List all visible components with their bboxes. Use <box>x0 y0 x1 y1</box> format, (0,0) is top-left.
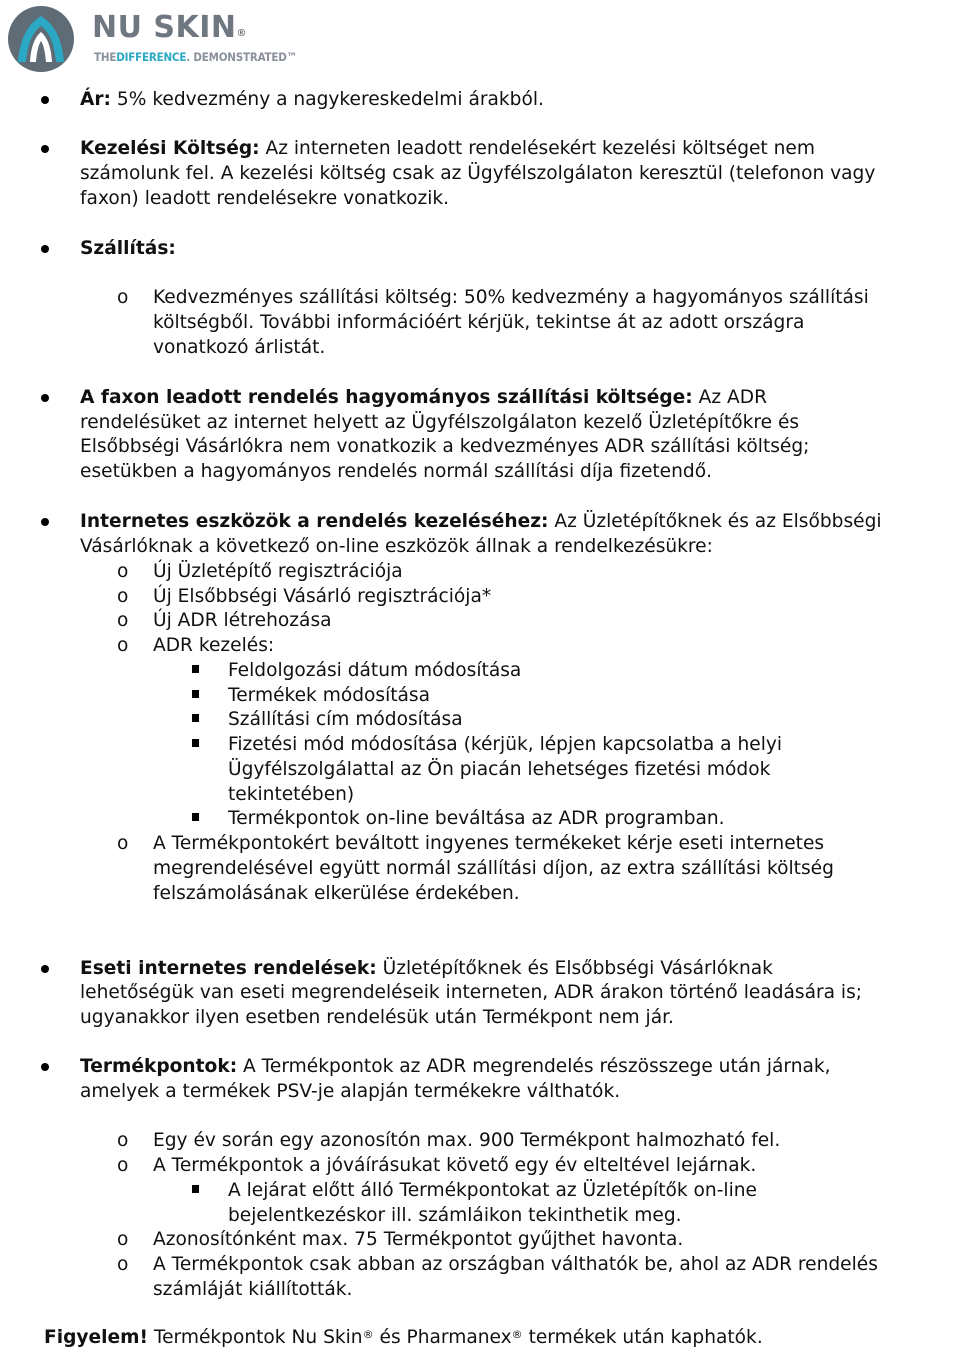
sub-list-item: Termékpontok on-line beváltása az ADR programban. <box>228 808 725 829</box>
bullet-dot-icon <box>41 394 49 402</box>
bullet-square-icon <box>192 665 199 673</box>
sub-list-item-line: tekintetében) <box>228 784 355 805</box>
bullet-circle-icon: o <box>117 610 129 631</box>
paragraph-ad-hoc-orders-line: lehetőségük van eseti megrendeléseik interneten, ADR árakon történő leadására is; <box>80 982 863 1003</box>
bullet-circle-icon: o <box>117 1254 129 1275</box>
list-item: Új Üzletépítő regisztrációja <box>153 561 403 582</box>
list-item-line: felszámolásának elkerülése érdekében. <box>153 883 520 904</box>
paragraph-fax-orders-line: rendelésüket az internet helyett az Ügyfélszolgálaton kezelő Üzletépítőkre és <box>80 412 800 433</box>
list-item: ADR kezelés: <box>153 635 275 656</box>
sub-list-item: Szállítási cím módosítása <box>228 709 463 730</box>
paragraph-price: Ár: 5% kedvezmény a nagykereskedelmi árakból. <box>80 89 544 110</box>
paragraph-handling-cost-line: számolunk fel. A kezelési költség csak az Ügyfélszolgálaton keresztül (telefonon vagy <box>80 163 876 184</box>
sub-list-item: Termékek módosítása <box>228 685 431 706</box>
bullet-circle-icon: o <box>117 635 129 656</box>
list-item-line: vonatkozó árlistát. <box>153 337 326 358</box>
bullet-circle-icon: o <box>117 287 129 308</box>
list-item: Új ADR létrehozása <box>153 610 332 631</box>
bullet-square-icon <box>192 813 199 821</box>
bullet-square-icon <box>192 1185 199 1193</box>
logo-brand-name: NU SKIN® <box>92 10 248 45</box>
sub-list-item: Feldolgozási dátum módosítása <box>228 660 522 681</box>
sub-list-item: Fizetési mód módosítása (kérjük, lépjen kapcsolatba a helyi <box>228 734 783 755</box>
bullet-circle-icon: o <box>117 833 129 854</box>
list-item-line: megrendelésével együtt normál szállítási díjon, az extra szállítási költség <box>153 858 834 879</box>
list-item: Kedvezményes szállítási költség: 50% kedvezmény a hagyományos szállítási <box>153 287 869 308</box>
bullet-dot-icon <box>41 965 49 973</box>
paragraph-ad-hoc-orders-line: ugyanakkor ilyen esetben rendelésük után Termékpont nem jár. <box>80 1007 674 1028</box>
list-item: Egy év során egy azonosítón max. 900 Termékpont halmozható fel. <box>153 1130 781 1151</box>
sub-list-item-line: Ügyfélszolgálattal az Ön piacán lehetséges fizetési módok <box>228 759 771 780</box>
bullet-circle-icon: o <box>117 561 129 582</box>
paragraph-handling-cost: Kezelési Költség: Az interneten leadott rendelésekért kezelési költséget nem <box>80 138 815 159</box>
bullet-dot-icon <box>41 96 49 104</box>
bullet-dot-icon <box>41 145 49 153</box>
bullet-circle-icon: o <box>117 1130 129 1151</box>
list-item-line: számláját kiállították. <box>153 1279 353 1300</box>
list-item: A Termékpontokért beváltott ingyenes termékeket kérje eseti internetes <box>153 833 825 854</box>
bullet-square-icon <box>192 739 199 747</box>
list-item: Új Elsőbbségi Vásárló regisztrációja* <box>153 586 492 607</box>
paragraph-shipping: Szállítás: <box>80 238 176 259</box>
list-item: A Termékpontok a jóváírásukat követő egy év elteltével lejárnak. <box>153 1155 757 1176</box>
paragraph-fax-orders-line: esetükben a hagyományos rendelés normál szállítási díja fizetendő. <box>80 461 712 482</box>
bullet-circle-icon: o <box>117 586 129 607</box>
bullet-circle-icon: o <box>117 1229 129 1250</box>
paragraph-product-points: Termékpontok: A Termékpontok az ADR megrendelés részösszege után járnak, <box>80 1056 831 1077</box>
paragraph-fax-orders-line: Elsőbbségi Vásárlókra nem vonatkozik a kedvezményes ADR szállítási költség; <box>80 436 810 457</box>
bullet-square-icon <box>192 690 199 698</box>
sub-list-item-line: bejelentkezéskor ill. számláikon tekinthetik meg. <box>228 1205 682 1226</box>
bullet-dot-icon <box>41 518 49 526</box>
bullet-circle-icon: o <box>117 1155 129 1176</box>
list-item-line: költségből. További információért kérjük, tekintse át az adott országra <box>153 312 805 333</box>
paragraph-fax-orders: A faxon leadott rendelés hagyományos szállítási költsége: Az ADR <box>80 387 767 408</box>
paragraph-handling-cost-line: faxon) leadott rendelésekre vonatkozik. <box>80 188 450 209</box>
paragraph-product-points-line: amelyek a termékek PSV-je alapján termékekre válthatók. <box>80 1081 621 1102</box>
bullet-dot-icon <box>41 1063 49 1071</box>
paragraph-online-tools: Internetes eszközök a rendelés kezeléséhez: Az Üzletépítőknek és az Elsőbbségi <box>80 511 882 532</box>
paragraph-ad-hoc-orders: Eseti internetes rendelések: Üzletépítőknek és Elsőbbségi Vásárlóknak <box>80 958 773 979</box>
notice-footer: Figyelem! Termékpontok Nu Skin® és Pharmanex® termékek után kaphatók. <box>44 1327 763 1348</box>
paragraph-online-tools-line: Vásárlóknak a következő on-line eszközök állnak a rendelkezésükre: <box>80 536 713 557</box>
list-item: Azonosítónként max. 75 Termékpontot gyűjthet havonta. <box>153 1229 684 1250</box>
list-item: A Termékpontok csak abban az országban válthatók be, ahol az ADR rendelés <box>153 1254 878 1275</box>
bullet-dot-icon <box>41 245 49 253</box>
sub-list-item: A lejárat előtt álló Termékpontokat az Üzletépítők on-line <box>228 1180 757 1201</box>
bullet-square-icon <box>192 714 199 722</box>
logo-tagline: THEDIFFERENCE. DEMONSTRATED™ <box>94 50 297 64</box>
